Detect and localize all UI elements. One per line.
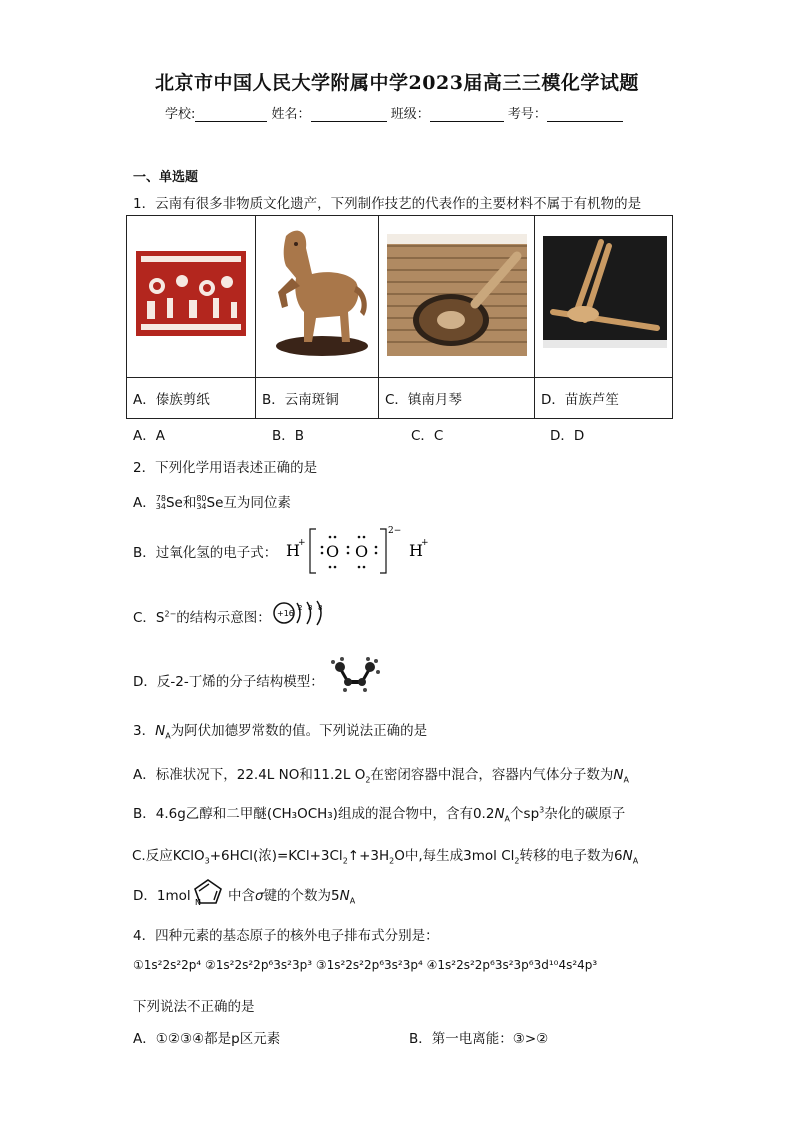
exam-no-label: 考号：	[507, 107, 547, 122]
shell-3: 8	[318, 604, 323, 612]
caption-a: A．傣族剪纸	[127, 378, 256, 419]
q4-option-a[interactable]: A．①②③④都是p区元素	[133, 1031, 281, 1047]
q4-option-b[interactable]: B．第一电离能：③>②	[409, 1031, 549, 1047]
shell-1: 2	[298, 604, 303, 612]
name-blank[interactable]	[311, 107, 387, 122]
q1-choice-b[interactable]: B．B	[272, 428, 305, 444]
q3-option-d[interactable]: D．1mol	[133, 888, 191, 904]
h-right: H	[409, 541, 423, 560]
q2-option-c[interactable]: C．$S^{2-}$的结构示意图：	[133, 609, 271, 626]
q1-image-table	[126, 215, 673, 419]
class-label: 班级：	[390, 107, 430, 122]
school-label: 学校:	[165, 107, 196, 122]
q3-option-a[interactable]: A．标准状况下，22.4L NO和11.2L $O_2$在密闭容器中混合，容器内气体分子数为$N_A$	[133, 767, 630, 785]
q1-choice-d[interactable]: D．D	[550, 428, 585, 444]
h-right-charge: +	[421, 538, 429, 548]
q3-option-c[interactable]: C.反应KClO$_3$+6HCl(浓)$=KCl+3Cl_2↑+3H_2O$中,每生成3mol $Cl_2$转移的电子数为$6N_A$	[132, 848, 639, 866]
name-label: 姓名：	[271, 107, 311, 122]
q4-stem: 4．四种元素的基态原子的核外电子排布式分别是：	[133, 928, 439, 944]
oxygen-2: O	[355, 542, 369, 561]
ion-charge: 2−	[388, 526, 402, 536]
peroxide-electron-formula	[282, 523, 442, 579]
pyrrole-ring	[190, 876, 226, 906]
caption-d: D．苗族芦笙	[535, 378, 673, 419]
q4-configs: ①1s²2s²2p⁴ ②1s²2s²2p⁶3s²3p³ ③1s²2s²2p⁶3s²3p⁴ ④1s²2s²2p⁶3s²3p⁶3d¹⁰4s²4p³	[133, 958, 598, 972]
page-title: 北京市中国人民大学附属中学2023届高三三模化学试题	[155, 72, 639, 94]
ring-n-label: N	[195, 898, 201, 906]
q1-choice-c[interactable]: C．C	[411, 428, 444, 444]
class-blank[interactable]	[430, 107, 504, 122]
paper-cutting-image	[127, 216, 256, 378]
q2-option-a[interactable]: A．78 34Se和80 34Se互为同位素	[133, 494, 291, 511]
q3-stem: 3．$N_A$为阿伏加德罗常数的值。下列说法正确的是	[133, 723, 428, 741]
q2-option-b[interactable]: B．过氧化氢的电子式：	[133, 545, 278, 561]
lusheng-image	[535, 216, 673, 378]
sulfide-structure-diagram	[270, 598, 332, 628]
shell-2: 8	[308, 604, 313, 612]
student-info-row	[165, 103, 623, 122]
oxygen-1: O	[326, 542, 340, 561]
q2-option-d[interactable]: D．反-2-丁烯的分子结构模型：	[133, 674, 324, 690]
h-left: H	[286, 541, 300, 560]
trans-2-butene-model	[328, 656, 382, 694]
caption-c: C．镇南月琴	[379, 378, 535, 419]
q1-choice-a[interactable]: A．A	[133, 428, 165, 444]
q4-question: 下列说法不正确的是	[133, 999, 255, 1015]
q1-choices	[133, 424, 689, 444]
q3-option-d-rest: 中含σ键的个数为$5N_A$	[228, 888, 356, 906]
school-blank[interactable]	[195, 107, 267, 122]
q2-stem: 2．下列化学用语表述正确的是	[133, 460, 318, 476]
yueqin-image	[379, 216, 535, 378]
exam-no-blank[interactable]	[547, 107, 623, 122]
q1-stem: 1．云南有很多非物质文化遗产，下列制作技艺的代表作的主要材料不属于有机物的是	[133, 196, 642, 212]
h-left-charge: +	[298, 538, 306, 548]
bronze-horse-image	[256, 216, 379, 378]
nucleus-charge: +16	[277, 609, 294, 618]
caption-b: B．云南斑铜	[256, 378, 379, 419]
q3-option-b[interactable]: B．4.6g乙醇和二甲醚(CH₃OCH₃)组成的混合物中，含有$0.2N_A$个$sp^3$杂化的碳原子	[133, 805, 626, 824]
section-heading: 一、单选题	[133, 170, 199, 185]
